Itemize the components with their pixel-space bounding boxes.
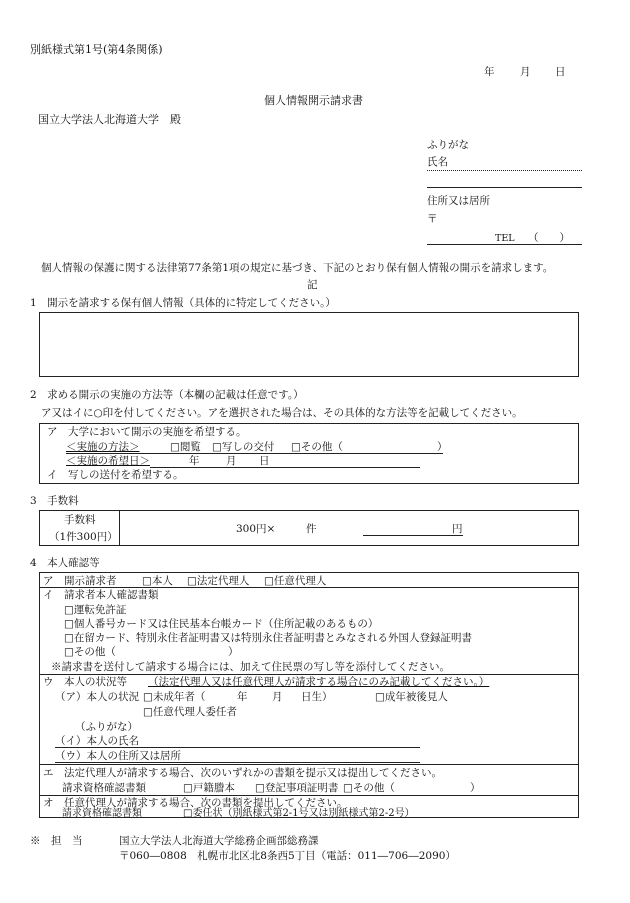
fee-unit: （1件300円） xyxy=(49,531,118,543)
requester-legal-checkbox[interactable]: □法定代理人 xyxy=(187,575,250,587)
id-doc-other[interactable]: □その他（ xyxy=(64,646,116,658)
footer-address: 〒060―0808 札幌市北区北8条西5丁目（電話：011―706―2090） xyxy=(119,850,456,862)
date-year-label: 年 xyxy=(484,66,495,78)
legal-proxy-label: エ 法定代理人が請求する場合、次のいずれかの書類を提示又は提出してください。 xyxy=(43,767,442,779)
person-address-field[interactable] xyxy=(55,762,420,763)
fee-divider xyxy=(119,510,120,546)
method-copy-checkbox[interactable]: □写しの交付 xyxy=(212,441,275,453)
fee-price: 300円× xyxy=(236,523,276,535)
id-doc-other-close: ） xyxy=(228,646,239,658)
legal-doc-registry[interactable]: □登記事項証明書 xyxy=(255,782,339,794)
name-label: 氏名 xyxy=(427,156,448,168)
section3-heading: 3 手数料 xyxy=(30,495,79,507)
method-label: ＜実施の方法＞ xyxy=(66,441,140,453)
date-m: 月 xyxy=(226,455,237,467)
method-other-close: ） xyxy=(437,441,448,453)
status-label: （ア）本人の状況 xyxy=(55,691,139,703)
person-status-label: ウ 本人の状況等 xyxy=(43,676,127,688)
legal-docs-label: 請求資格確認書類 xyxy=(62,782,146,794)
method-underline xyxy=(66,453,443,454)
page-title: 個人情報開示請求書 xyxy=(264,94,363,107)
form-id: 別紙様式第1号(第4条関係) xyxy=(30,43,163,56)
id-docs-label: イ 請求者本人確認書類 xyxy=(43,589,159,601)
status-y: 年 xyxy=(237,691,248,703)
addressee: 国立大学法人北海道大学 殿 xyxy=(38,113,181,126)
name-field[interactable] xyxy=(427,170,582,171)
section1-heading: 1 開示を請求する保有個人情報（具体的に特定してください。） xyxy=(30,297,336,309)
legal-doc-other-close: ） xyxy=(470,782,481,794)
voluntary-proxy-label: オ 任意代理人が請求する場合、次の書類を提出してください。 xyxy=(43,797,348,809)
tel-label: TEL xyxy=(495,233,515,244)
divider-a xyxy=(39,587,579,588)
date-label: ＜実施の希望日＞ xyxy=(66,455,150,467)
divider-u xyxy=(39,764,579,765)
furigana-label: ふりがな xyxy=(427,139,469,151)
requester-self-checkbox[interactable]: □本人 xyxy=(142,575,173,587)
status-principal-checkbox[interactable]: □任意代理人委任者 xyxy=(143,706,237,718)
section2-note: ア又はイに○印を付してください。アを選択された場合は、その具体的な方法等を記載してください。 xyxy=(41,407,523,419)
fee-total-unit: 円 xyxy=(452,523,463,535)
ki-mark: 記 xyxy=(307,279,318,291)
person-name-label: （イ）本人の氏名 xyxy=(55,735,139,747)
id-doc-license[interactable]: □運転免許証 xyxy=(64,604,127,616)
date-day-label: 日 xyxy=(555,66,566,78)
section2-heading: 2 求める開示の実施の方法等（本欄の記載は任意です。） xyxy=(30,389,304,401)
address-field[interactable] xyxy=(427,244,582,245)
status-minor-checkbox[interactable]: □未成年者（ xyxy=(143,691,206,703)
footer-mark: ※ 担 当 xyxy=(30,835,83,847)
voluntary-docs-label: 請求資格確認書類 xyxy=(62,808,142,819)
date-field[interactable] xyxy=(150,467,420,468)
status-guardian-checkbox[interactable]: □成年被後見人 xyxy=(375,691,448,703)
tel-parens[interactable]: （ ） xyxy=(528,232,570,244)
date-month-label: 月 xyxy=(520,66,531,78)
furigana-label-2: （ふりがな） xyxy=(75,721,138,733)
person-name-field[interactable] xyxy=(55,747,420,748)
method-other-checkbox[interactable]: □その他（ xyxy=(291,441,343,453)
option-a-text[interactable]: ア 大学において開示の実施を希望する。 xyxy=(47,426,247,438)
address-label: 住所又は居所 xyxy=(427,195,490,207)
status-d: 日生） xyxy=(301,691,333,703)
status-m: 月 xyxy=(272,691,283,703)
divider-i xyxy=(39,674,579,675)
name-field-line2[interactable] xyxy=(427,187,582,188)
mail-note: ※請求書を送付して請求する場合には、加えて住民票の写し等を添付してください。 xyxy=(51,661,450,673)
legal-doc-other[interactable]: □その他（ xyxy=(343,782,395,794)
date-y: 年 xyxy=(189,455,200,467)
legal-doc-koseki[interactable]: □戸籍謄本 xyxy=(183,782,235,794)
method-view-checkbox[interactable]: □閲覧 xyxy=(170,441,201,453)
fee-total-field[interactable] xyxy=(363,535,463,536)
intro-text: 個人情報の保護に関する法律第77条第1項の規定に基づき、下記のとおり保有個人情報の開示を請求します。 xyxy=(41,262,554,274)
divider-e xyxy=(39,795,579,796)
section4-heading: 4 本人確認等 xyxy=(30,557,100,569)
requester-type-label: ア 開示請求者 xyxy=(43,575,117,587)
requester-voluntary-checkbox[interactable]: □任意代理人 xyxy=(264,575,327,587)
id-doc-mynumber[interactable]: □個人番号カード又は住民基本台帳カード（住所記載のあるもの） xyxy=(64,618,379,630)
option-i-text[interactable]: イ 写しの送付を希望する。 xyxy=(47,469,184,481)
requested-info-field[interactable] xyxy=(39,312,579,377)
postal-mark: 〒 xyxy=(427,213,438,225)
person-address-label: （ウ）本人の住所又は居所 xyxy=(55,750,181,762)
date-d: 日 xyxy=(259,455,270,467)
footer-office: 国立大学法人北海道大学総務企画部総務課 xyxy=(119,835,319,847)
fee-count-unit: 件 xyxy=(306,523,317,535)
person-status-note: （法定代理人又は任意代理人が請求する場合にのみ記載してください。） xyxy=(148,676,490,688)
voluntary-doc-letter[interactable]: □委任状（別紙様式第2-1号又は別紙様式第2-2号） xyxy=(183,808,415,819)
fee-label: 手数料 xyxy=(64,514,96,526)
id-doc-residence[interactable]: □在留カード、特別永住者証明書又は特別永住者証明書とみなされる外国人登録証明書 xyxy=(64,632,472,644)
